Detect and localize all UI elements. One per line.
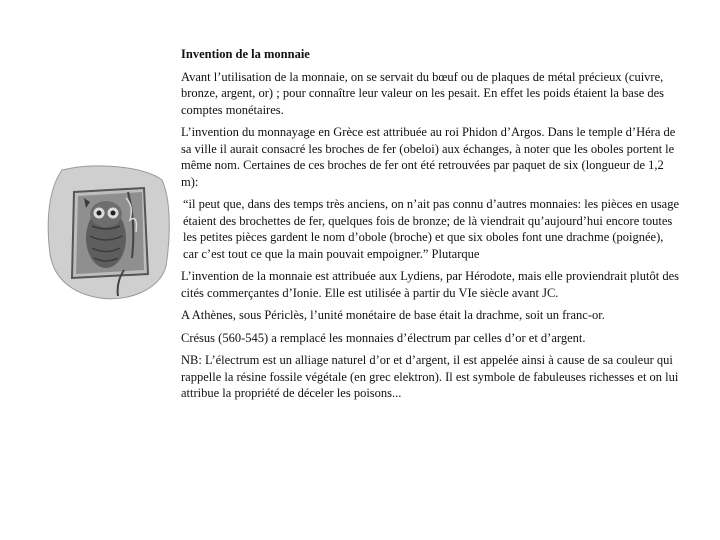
owl-coin-icon [44,162,172,302]
document-title: Invention de la monnaie [181,47,310,61]
paragraph: NB: L’électrum est un alliage naturel d’or et d’argent, il est appelée ainsi à cause de sa couleur qui rappelle la résine fossile végétale (en grec elektron). Il est symbole de fabuleuses richesses et on lui attribue la propriété de déceler les poisons... [181,353,679,400]
quote-paragraph: “il peut que, dans des temps très anciens, on n’ait pas connu d’autres monnaies: les pièces en usage étaient des brochettes de fer, quelques fois de bronze; de là viendrait qu’aujourd’hui encore toutes les petites pièces gardent le nom d’obole (broche) et que six oboles font une drachme (poignée), car c’est tout ce que la main pouvait empoigner.” Plutarque [183,197,680,261]
paragraph: L’invention de la monnaie est attribuée aux Lydiens, par Hérodote, mais elle proviendrait plutôt des cités commerçantes d’Ionie. Elle est utilisée à partir du VIe siècle avant JC. [181,269,680,300]
paragraph: A Athènes, sous Périclès, l’unité monétaire de base était la drachme, soit un franc-or. [181,308,605,322]
paragraph: Avant l’utilisation de la monnaie, on se servait du bœuf ou de plaques de métal précieux (cuivre, bronze, argent, or) ; pour connaître leur valeur on les pesait. En effet les poids étaient la base des comptes monétaires. [181,69,665,117]
paragraph: Crésus (560-545) a remplacé les monnaies d’électrum par celles d’or et d’argent. [181,330,586,345]
paragraph: L’invention du monnayage en Grèce est attribuée au roi Phidon d’Argos. Dans le temple d’Héra de sa ville il aurait consacré les broches de fer (obeloi) aux échanges, à noter que les oboles portent le même nom. Certaines de ces broches de fer ont été retrouvées par paquet de six (longueur de 1,2 m): [181,125,676,189]
document-body [181,46,681,408]
